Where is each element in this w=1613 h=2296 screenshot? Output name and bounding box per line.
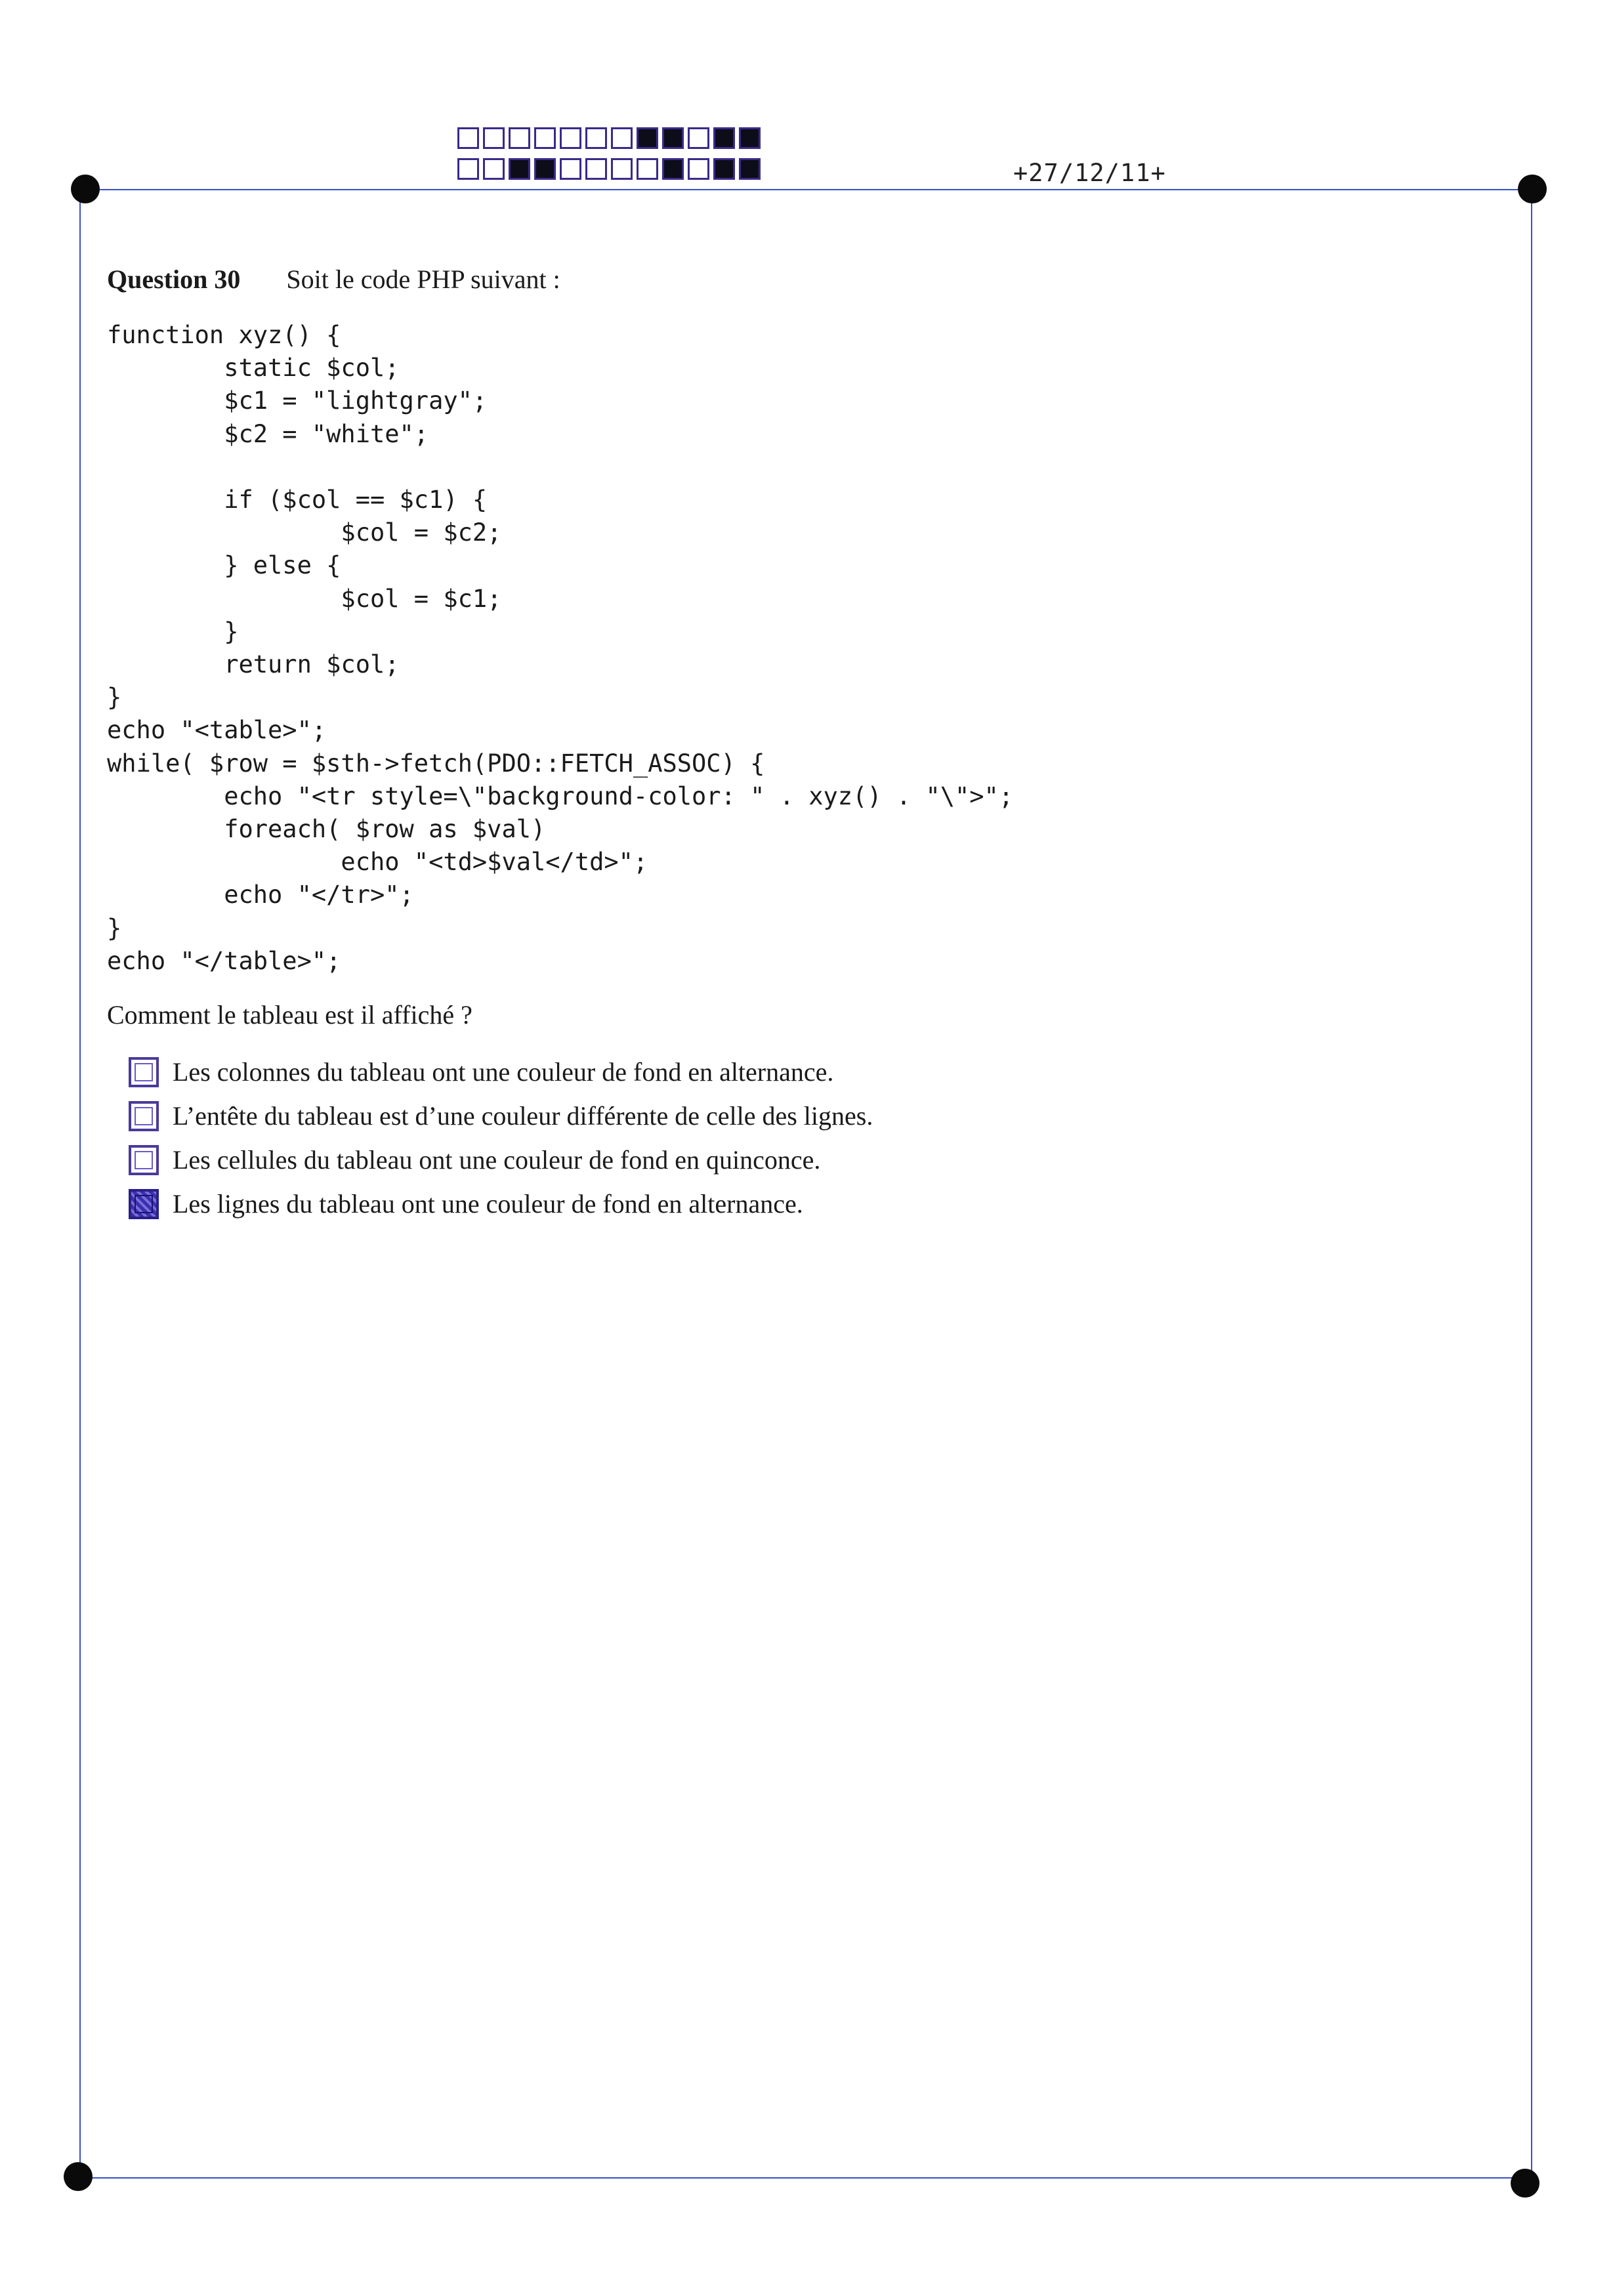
frame-bottom-border: [77, 2177, 1525, 2179]
checkbox-3[interactable]: [129, 1145, 159, 1175]
answer-option-2: [129, 1094, 873, 1138]
checkbox-1[interactable]: [129, 1057, 159, 1087]
barcode-cell: [739, 158, 761, 180]
page-stamp: +27/12/11+: [1013, 159, 1166, 187]
checkbox-2[interactable]: [129, 1101, 159, 1131]
barcode-cell: [662, 158, 684, 180]
answer-list: [129, 1050, 873, 1226]
barcode-cell: [637, 127, 658, 149]
answer-option-1: [129, 1050, 873, 1094]
barcode-cell: [560, 158, 581, 180]
barcode-cell: [509, 127, 530, 149]
frame-top-border: [85, 189, 1533, 190]
answer-text-4: Les lignes du tableau ont une couleur de fond en alternance.: [173, 1189, 803, 1219]
barcode-cell: [739, 127, 761, 149]
barcode-row-1: [457, 127, 765, 149]
barcode-cell: [688, 158, 709, 180]
barcode-cell: [509, 158, 530, 180]
question-header: [107, 264, 560, 295]
barcode-cell: [483, 158, 505, 180]
barcode-cell: [611, 158, 633, 180]
php-code-block: function xyz() { static $col; $c1 = "lightgray"; $c2 = "white"; if ($col == $c1) { $col = $c2; } else { $col = $c1; } return $col; } echo "<table>"; while( $row = $sth->fetch(PDO::FETCH_ASSOC) { echo "<tr style=\"background-color: " . xyz() . "\">"; foreach( $row as $val) echo "<td>$val</td>"; echo "</tr>"; } echo "</table>";: [107, 321, 1014, 975]
barcode-cell: [713, 127, 735, 149]
answer-text-2: L’entête du tableau est d’une couleur différente de celle des lignes.: [173, 1101, 873, 1131]
corner-marker-bottom-right: [1511, 2169, 1540, 2198]
frame-right-border: [1531, 189, 1532, 2181]
answer-text-1: Les colonnes du tableau ont une couleur de fond en alternance.: [173, 1057, 834, 1087]
barcode-cell: [688, 127, 709, 149]
question-intro: Soit le code PHP suivant :: [286, 264, 560, 294]
barcode-cell: [585, 158, 607, 180]
barcode-cell: [611, 127, 633, 149]
barcode-row-2: [457, 158, 765, 180]
question-number: Question 30: [107, 264, 241, 294]
barcode-cell: [560, 127, 581, 149]
answer-option-4: [129, 1182, 873, 1226]
barcode-cell: [534, 158, 556, 180]
corner-marker-bottom-left: [64, 2162, 93, 2191]
barcode-cell: [457, 127, 479, 149]
barcode-cell: [662, 127, 684, 149]
barcode-cell: [585, 127, 607, 149]
corner-marker-top-right: [1518, 175, 1547, 203]
answer-text-3: Les cellules du tableau ont une couleur de fond en quinconce.: [173, 1145, 821, 1175]
checkbox-4[interactable]: [129, 1189, 159, 1219]
barcode-cell: [637, 158, 658, 180]
barcode-cell: [483, 127, 505, 149]
barcode-cell: [457, 158, 479, 180]
frame-left-border: [79, 189, 81, 2177]
corner-marker-top-left: [71, 175, 100, 203]
answer-option-3: [129, 1138, 873, 1182]
barcode-cell: [534, 127, 556, 149]
question-prompt: Comment le tableau est il affiché ?: [107, 1000, 472, 1030]
barcode-cell: [713, 158, 735, 180]
